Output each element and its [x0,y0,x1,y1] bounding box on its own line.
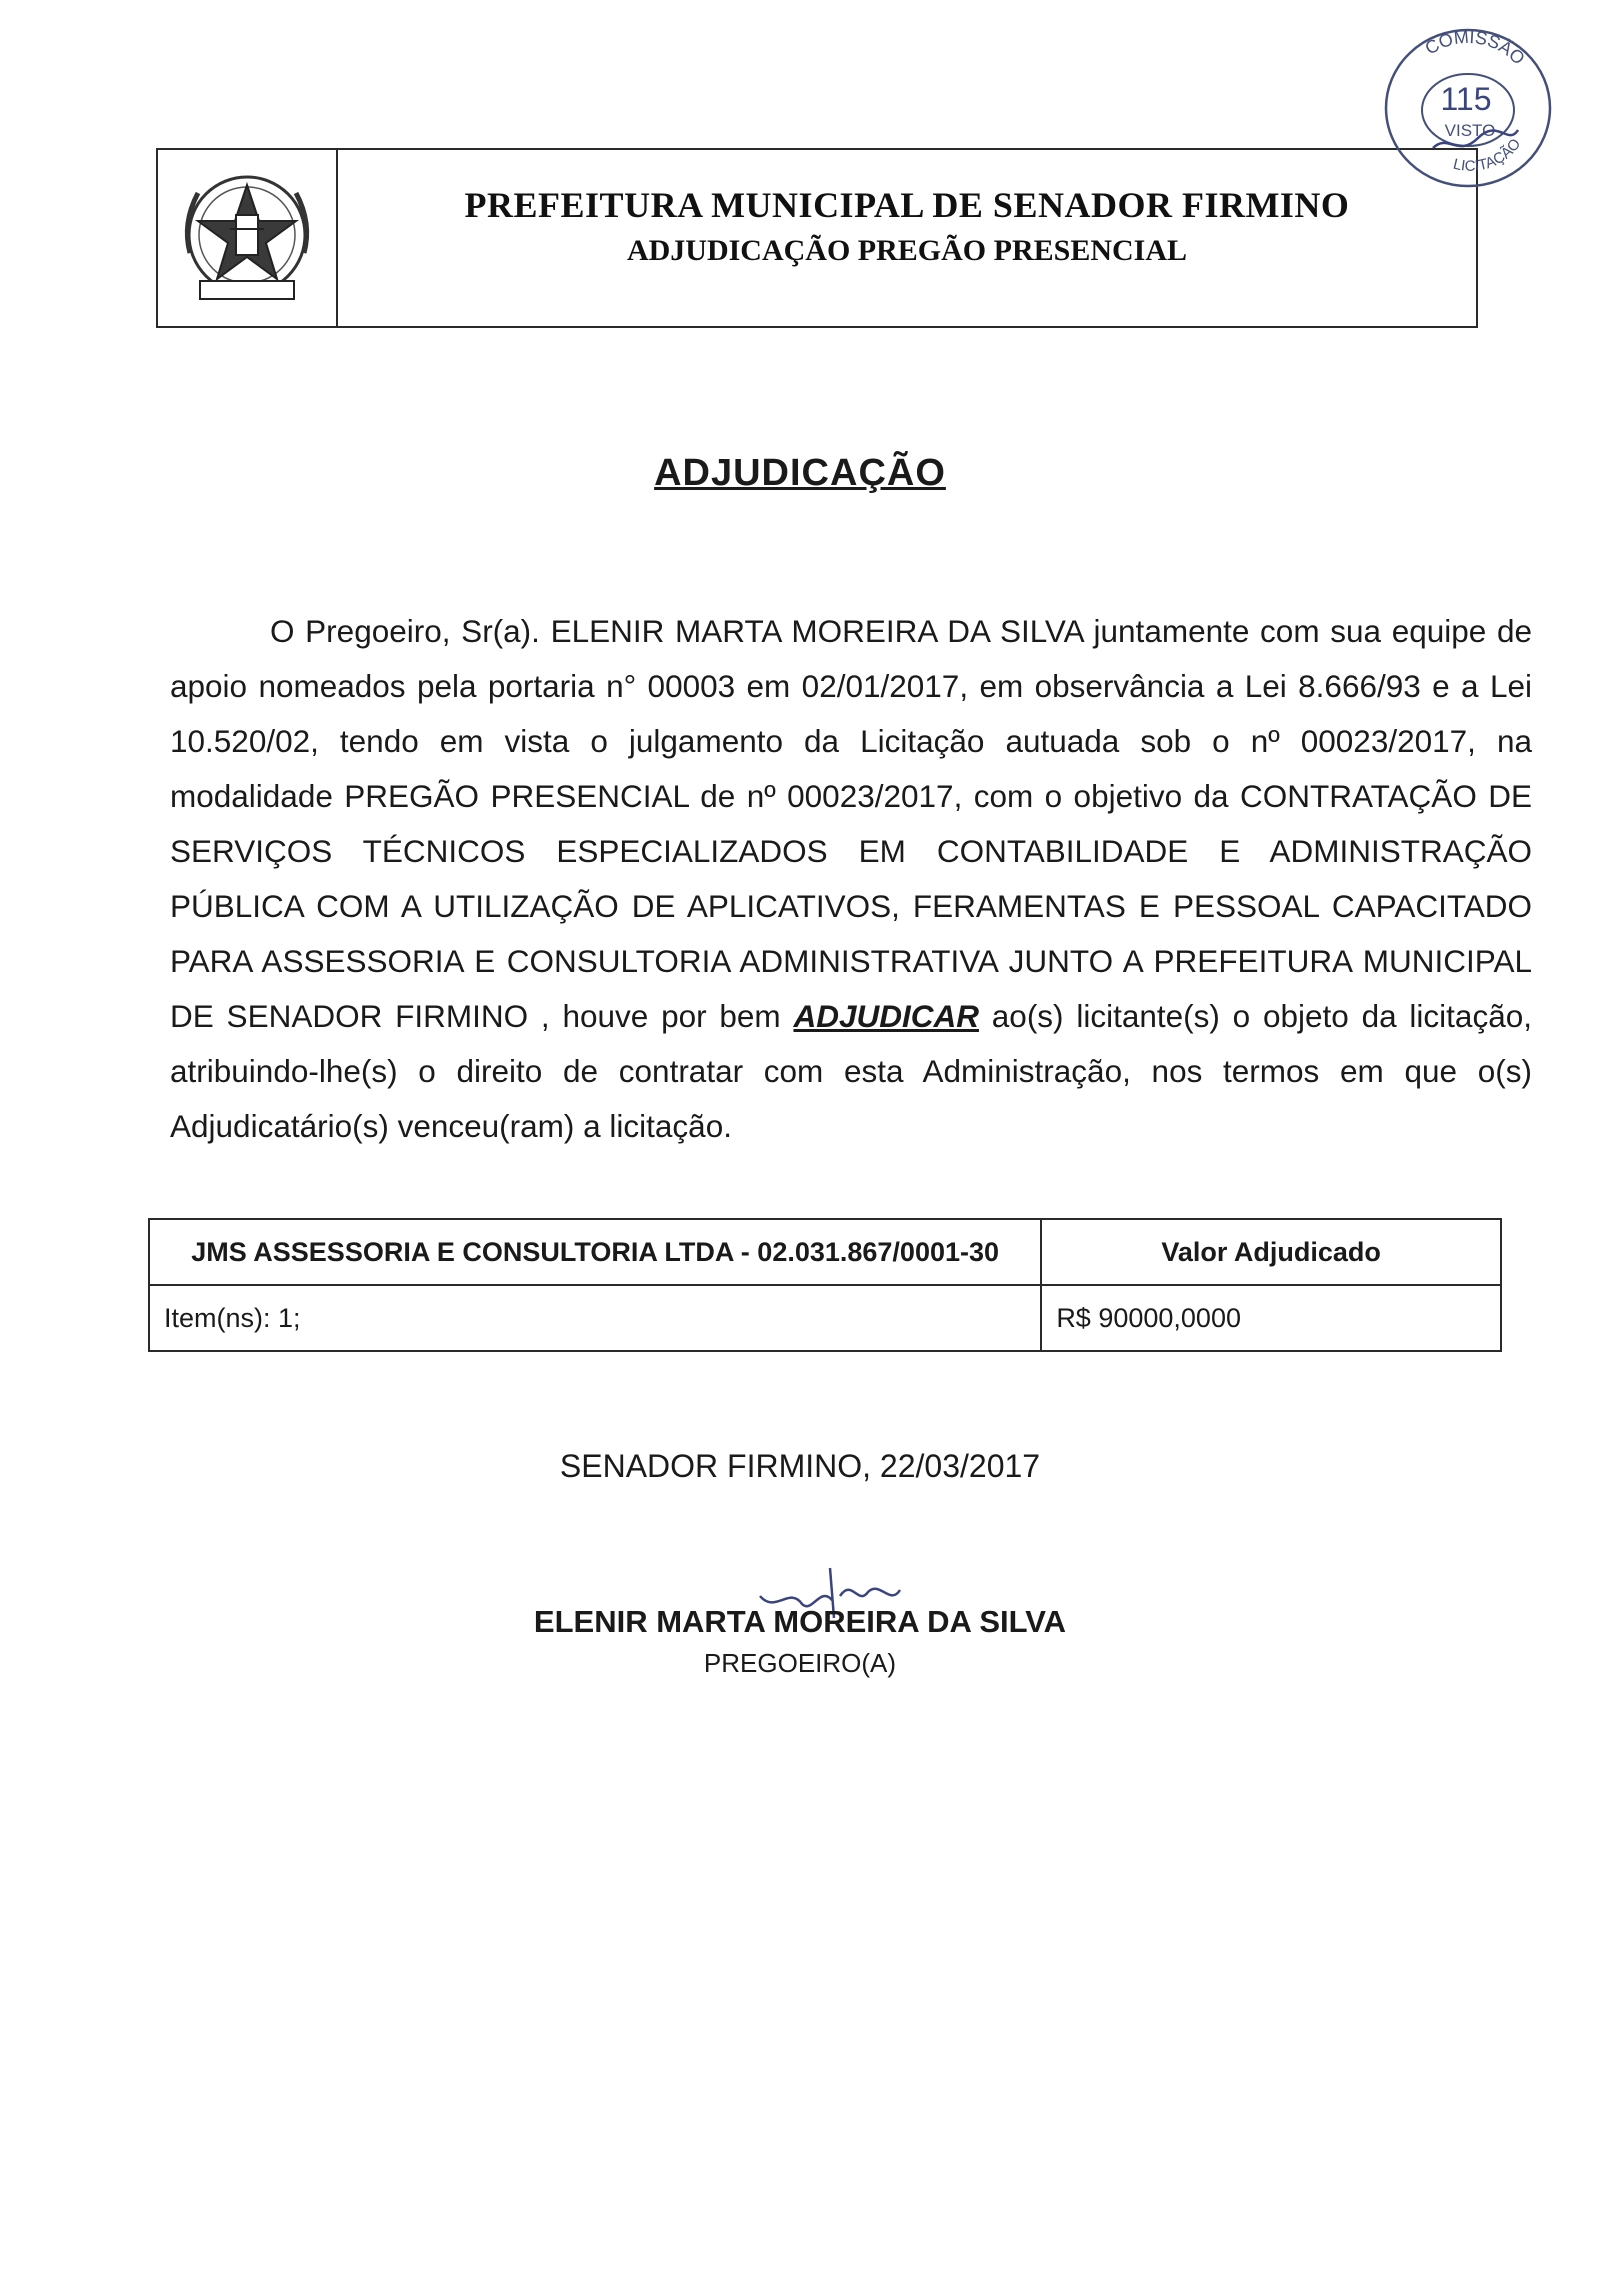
svg-text:LICITAÇÃO [1451,136,1524,175]
paragraph-end: ao(s) licitante(s) o objeto da licitação, atribuindo-lhe(s) o direito de contratar com esta Administração, nos termos em que o(s) Adjudicatário(s) venceu(ram) a licitação. [170,998,1532,1144]
commission-stamp [1378,18,1558,188]
items-cell: Item(ns): 1; [149,1285,1041,1351]
table-row [149,1285,1501,1351]
stamp-number: 115 [1440,81,1492,117]
stamp-top-text: COMISSÃO [1421,26,1529,69]
stamp-middle: VISTO [1444,121,1496,140]
award-table [148,1218,1502,1352]
stamp-bottom-text: LICITAÇÃO [1451,135,1525,175]
svg-text:COMISSÃO [1422,27,1529,69]
value-cell: R$ 90000,0000 [1041,1285,1501,1351]
adjudication-paragraph [170,604,1532,1154]
letterhead-title: PREFEITURA MUNICIPAL DE SENADOR FIRMINO [464,185,1350,225]
supplier-cell: JMS ASSESSORIA E CONSULTORIA LTDA - 02.031.867/0001-30 [149,1219,1041,1285]
letterhead [156,148,1478,328]
adjudicar-emphasis: ADJUDICAR [793,998,979,1034]
signer-name: ELENIR MARTA MOREIRA DA SILVA [533,1604,1067,1639]
signer-role: PREGOEIRO(A) [703,1648,897,1678]
paragraph-start: O Pregoeiro, Sr(a). ELENIR MARTA MOREIRA DA SILVA juntamente com sua equipe de apoio nomeados pela portaria n° 00003 em 02/01/2017, em observância a Lei 8.666/93 e a Lei 10.520/02, tendo em vista o julgamento da Licitação autuada sob o nº 00023/2017, na modalidade PREGÃO PRESENCIAL de nº 00023/2017, com o objetivo da CONTRATAÇÃO DE SERVIÇOS TÉCNICOS ESPECIALIZADOS EM CONTABILIDADE E ADMINISTRAÇÃO PÚBLICA COM A UTILIZAÇÃO DE APLICATIVOS, FERAMENTAS E PESSOAL CAPACITADO PARA ASSESSORIA E CONSULTORIA ADMINISTRATIVA JUNTO A PREFEITURA MUNICIPAL DE SENADOR FIRMINO , houve por bem [170,613,1532,1034]
coat-of-arms-icon [158,150,338,326]
table-row [149,1219,1501,1285]
place-date: SENADOR FIRMINO, 22/03/2017 [559,1448,1041,1484]
letterhead-subtitle: ADJUDICAÇÃO PREGÃO PRESENCIAL [626,234,1188,267]
document-title: ADJUDICAÇÃO [654,452,946,494]
value-header-cell: Valor Adjudicado [1041,1219,1501,1285]
